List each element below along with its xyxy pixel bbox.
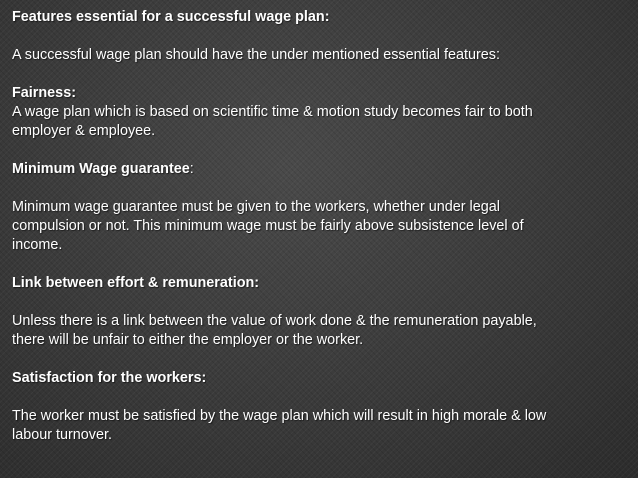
section-title-minimum-wage xyxy=(12,160,622,179)
section-body-line: The worker must be satisfied by the wage plan which will result in high morale & low xyxy=(12,408,547,424)
spacer xyxy=(12,388,622,407)
section-body-line: Unless there is a link between the value of work done & the remuneration payable, xyxy=(12,313,537,329)
section-title-text: Link between effort & remuneration: xyxy=(12,275,260,291)
intro-text: A successful wage plan should have the under mentioned essential features: xyxy=(12,47,500,63)
section-body-line: A wage plan which is based on scientific time & motion study becomes fair to both xyxy=(12,104,533,120)
section-body-line: employer & employee. xyxy=(12,123,156,139)
section-body-line: compulsion or not. This minimum wage must be fairly above subsistence level of xyxy=(12,218,524,234)
section-title-text: Fairness: xyxy=(12,85,76,101)
section-body-line: income. xyxy=(12,237,63,253)
section-body-line: labour turnover. xyxy=(12,427,112,443)
spacer xyxy=(12,179,622,198)
spacer xyxy=(12,255,622,274)
slide-content xyxy=(12,8,622,445)
spacer xyxy=(12,293,622,312)
section-title-fairness xyxy=(12,84,622,103)
spacer xyxy=(12,27,622,46)
section-title-satisfaction xyxy=(12,369,622,388)
section-title-text: Satisfaction for the workers: xyxy=(12,370,207,386)
section-title-text: Minimum Wage guarantee xyxy=(12,161,190,177)
slide-heading: Features essential for a successful wage plan: xyxy=(12,9,330,25)
section-body-line: Minimum wage guarantee must be given to the workers, whether under legal xyxy=(12,199,500,215)
spacer xyxy=(12,65,622,84)
spacer xyxy=(12,141,622,160)
spacer xyxy=(12,350,622,369)
section-title-suffix: : xyxy=(189,161,194,177)
section-title-link-effort xyxy=(12,274,622,293)
section-body-line: there will be unfair to either the employer or the worker. xyxy=(12,332,364,348)
